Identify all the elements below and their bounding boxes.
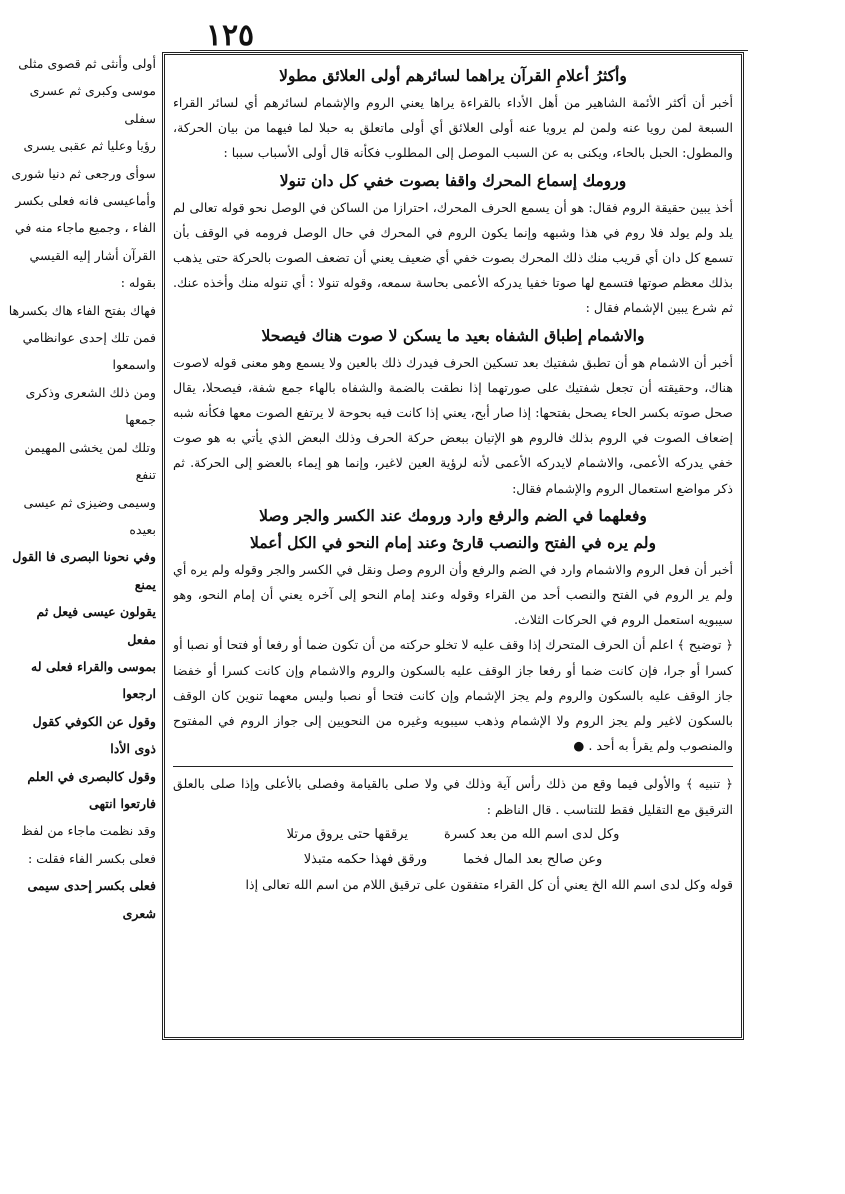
margin-commentary bbox=[8, 50, 156, 1130]
margin-line: وقول عن الكوفي كقول ذوى الأدا bbox=[32, 713, 156, 757]
margin-line: فمن تلك إحدى عوانظامي واسمعوا bbox=[22, 330, 156, 373]
commentary-paragraph: أخبر أن الاشمام هو أن تطبق شفتيك بعد تسكين الحرف فيدرك ذلك بالعين ولا يسمع وهو معنى قوله لاصوت هناك، وحقيقته أن تجعل شفتيك على صورتهما إذا نطقت بالضمة والشفاه بالهاء جمع شفة، فيصحلا، يقال صحل صوته بكسر الحاء يصحل بفتحها: إذا صار أبح، يعني إذا كانت فيه بحوحة لا يرتفع الصوت معها فكأنه شبه إضعاف الصوت في الروم بذلك فالروم هو الإتيان ببعض حركة الحرف وذلك البعض الذي يأتي به هو صوت خفي يدركه الأعمى، والاشمام لايدركه الأعمى لأنه لرؤية العين لاغير، وإنما هو إيماء بالعضو إلى الحركة. ثم ذكر مواضع استعمال الروم والإشمام فقال: bbox=[173, 354, 733, 496]
margin-line: وتلك لمن يخشى المهيمن تنفع bbox=[24, 439, 156, 483]
margin-line: رؤيا وعليا ثم عقبى يسرى bbox=[23, 138, 156, 154]
poem-hemistich-first: وكل لدى اسم الله من بعد كسرة bbox=[443, 826, 620, 842]
commentary-paragraph: أخذ يبين حقيقة الروم فقال: هو أن يسمع الحرف المحرك، احترازا من الساكن في الوصل نحو قوله تعالى لم يلد ولم يولد فلا روم في هذا وشبهه وإنما يكون الروم في المحرك في حال الوصل فرومه في الوقف بأن تسمع كل دان أي قريب منك ذلك المحرك بصوت خفي أي ضعيف يعني أن تضعف الصوت بالحركة حتى يذهب بذلك معظم صوتها فتسمع لها صوتا خفيا يدركه الأعمى بحاسة سمعه، وقوله تنولا : أي تنوله منك وأخذه عنك. ثم شرع يبين الإشمام فقال : bbox=[173, 199, 733, 316]
verse-line: والاشمام إطباق الشفاه بعيد ما يسكن لا صوت هناك فيصحلا bbox=[261, 325, 645, 345]
page-number: ١٢٥ bbox=[205, 18, 255, 53]
margin-line: وقول كالبصرى في العلم فارتعوا انتهى bbox=[27, 768, 156, 811]
margin-line: وأماعيسى فانه فعلى بكسر الفاء ، وجميع ماجاء منه في القرآن أشار إليه القيسي بقوله : bbox=[14, 193, 156, 291]
verse-line: وأكثرُ أعلامِ القرآن يراهما لسائرهم أولى العلائق مطولا bbox=[279, 66, 627, 85]
header-rule bbox=[190, 50, 748, 51]
commentary-paragraph: أخبر أن فعل الروم والاشمام وارد في الضم والرفع وأن الروم وصل ونقل في الكسر والجر وقوله ولم يره أي ولم ير الروم في الفتح والنصب أحد من القراء وقوله وعند إمام النحو إلى آخره يعني أن إمام النحو، وهو سيبويه استعمل الروم في الحركات الثلاث. bbox=[173, 561, 733, 628]
commentary-paragraph: ﴿ توضيح ﴾ اعلم أن الحرف المتحرك إذا وقف عليه لا تخلو حركته من أن تكون ضما أو رفعا أو فتحا أو نصبا أو كسرا أو جرا، فإن كانت ضما أو رفعا جاز الوقف عليه بالسكون والروم والاشمام وإن كانت كسرا أو خفضا جاز الوقف عليه بالسكون والروم ولم يجز الإشمام وإن كانت فتحا أو نصبا وليس معهما تنوين كان الوقف بالسكون لاغير ولم يجز الروم ولا الإشمام وذهب سيبويه وغيره من النحويين إلى جواز الروم في المفتوح والمنصوب ولم يقرأ به أحد . ● bbox=[173, 637, 733, 754]
margin-line: فعلى بكسر إحدى سيمى bbox=[27, 878, 156, 894]
poem-hemistich-first: وعن صالح بعد المال فخما bbox=[463, 851, 603, 867]
poem-hemistich-second: ورقق فهذا حكمه متبذلا bbox=[303, 851, 428, 867]
margin-line: سوأى ورجعى ثم دنيا شورى bbox=[11, 165, 156, 181]
commentary-paragraph: قوله وكل لدى اسم الله الخ يعني أن كل القراء متفقون على ترقيق اللام من اسم الله تعالى إذا bbox=[245, 876, 733, 892]
margin-line: وسيمى وضيزى ثم عيسى بعيده bbox=[23, 494, 156, 537]
section-divider bbox=[173, 766, 733, 767]
poem-couplet bbox=[173, 847, 733, 872]
verse-line: ورومك إسماع المحرك واقفا بصوت خفي كل دان تنولا bbox=[279, 170, 627, 190]
main-text-frame bbox=[162, 52, 744, 1040]
margin-line: موسى وكبرى ثم عسرى سفلى bbox=[29, 83, 156, 126]
commentary-paragraph: أخبر أن أكثر الأئمة الشاهير من أهل الأداء بالقراءة يراها يعني الروم والإشمام لسائرهم أي لسائر القراء السبعة لمن رويا عنه ولمن لم يرويا عنه أولى العلائق أي أولى ماتعلق به حبلا لما فيهما من بيان الحركة، والمطول: الحبل بالحاء، ويكنى به عن السبب الموصل إلى المطلوب فكأنه قال أولى الأسباب سببا : bbox=[173, 95, 733, 161]
margin-line: وقد نظمت ماجاء من لفظ فعلى بكسر الفاء فقلت : bbox=[21, 823, 156, 866]
margin-line: شعرى bbox=[122, 905, 156, 921]
main-text-body bbox=[173, 61, 733, 1031]
verse-line: ولم يره في الفتح والنصب قارئ وعند إمام النحو في الكل أعملا bbox=[250, 532, 656, 552]
margin-line: فهاك بفتح الفاء هاك بكسرها bbox=[8, 302, 156, 318]
margin-line: بموسى والقراء فعلى له ارجعوا bbox=[30, 658, 156, 702]
margin-line: يقولون عيسى فيعل ثم مفعل bbox=[36, 604, 156, 647]
poem-couplet bbox=[173, 822, 733, 847]
commentary-paragraph: ﴿ تنبيه ﴾ والأولى فيما وقع من ذلك رأس آية وذلك في ولا صلى بالقيامة وفصلى بالأعلى وإذا صلى بالعلق الترقيق مع التقليل فقط للتناسب . قال الناظم : bbox=[173, 776, 733, 817]
verse-line: وفعلهما في الضم والرفع وارد ورومك عند الكسر والجر وصلا bbox=[259, 505, 647, 525]
margin-line: ومن ذلك الشعرى وذكرى جمعها bbox=[25, 384, 156, 428]
margin-line: أولى وأنثى ثم قصوى مثلى bbox=[18, 56, 156, 71]
margin-line: وفي نحونا البصرى فا القول يمنع bbox=[12, 549, 156, 592]
poem-hemistich-second: يرققها حتى يروق مرتلا bbox=[286, 826, 408, 842]
